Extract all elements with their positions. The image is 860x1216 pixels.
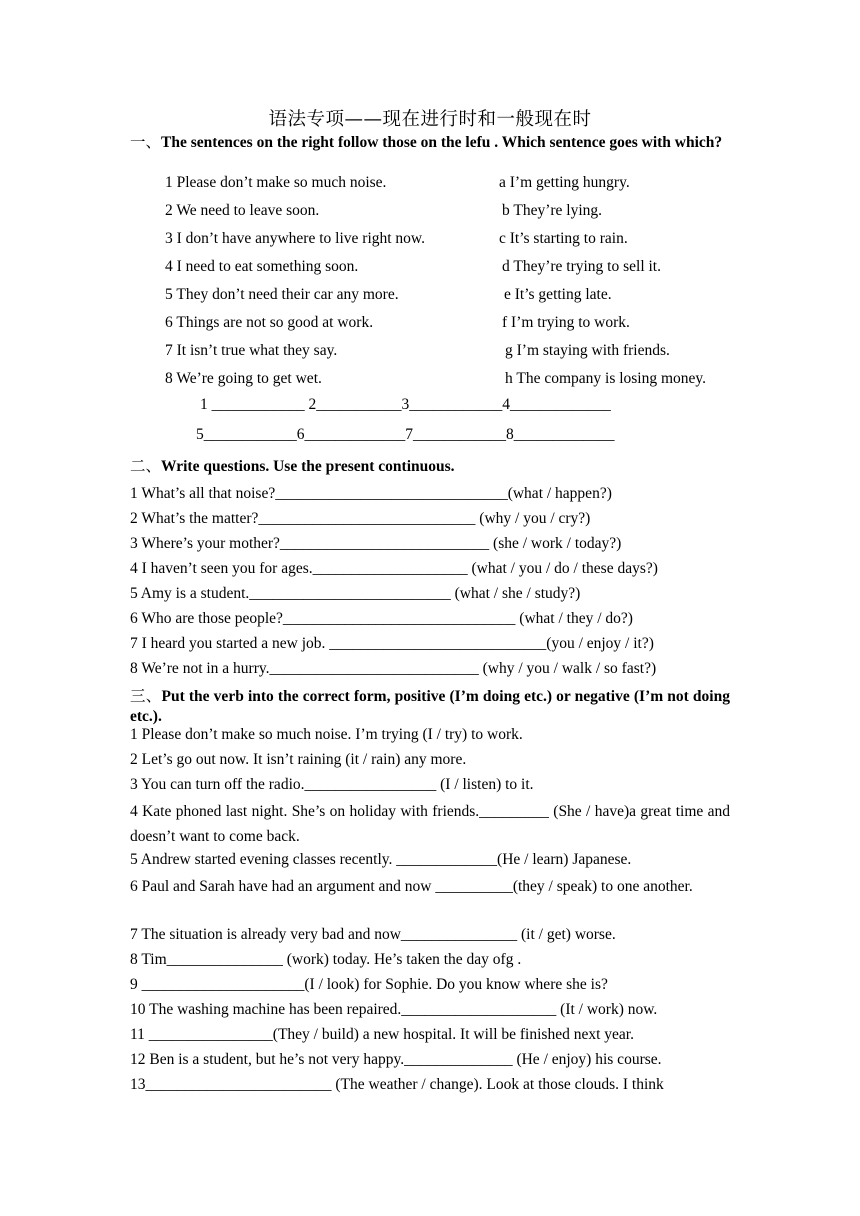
exercise-item-5[interactable]: 5 Andrew started evening classes recently. _____________(He / learn) Japanese.	[130, 851, 632, 868]
match-right-item-b: b They’re lying.	[502, 202, 603, 219]
section-1-heading	[130, 132, 730, 153]
match-right-item-d: d They’re trying to sell it.	[502, 258, 661, 275]
exercise-item-6[interactable]: 6 Paul and Sarah have had an argument and now __________(they / speak) to one another.	[130, 878, 693, 895]
section-1-heading-text: The sentences on the right follow those on the lefu . Which sentence goes with which?	[161, 134, 723, 151]
match-left-item-5: 5 They don’t need their car any more.	[165, 286, 399, 303]
match-left-item-8: 8 We’re going to get wet.	[165, 370, 322, 387]
match-left-item-6: 6 Things are not so good at work.	[165, 314, 374, 331]
section-3-heading-text: Put the verb into the correct form, positive (I’m doing etc.) or negative (I’m not doing etc.).	[130, 688, 730, 725]
exercise-item-4[interactable]: 4 Kate phoned last night. She’s on holiday with friends._________ (She / have)a great time and doesn’t want to come back.	[130, 803, 730, 845]
section-3-heading	[130, 686, 730, 727]
match-left-item-3: 3 I don’t have anywhere to live right now.	[165, 230, 425, 247]
exercise-item-7[interactable]: 7 The situation is already very bad and now_______________ (it / get) worse.	[130, 926, 616, 943]
exercise-item-1: 1 Please don’t make so much noise. I’m trying (I / try) to work.	[130, 726, 523, 743]
page-title: 语法专项——现在进行时和一般现在时	[268, 109, 592, 130]
match-left-item-2: 2 We need to leave soon.	[165, 202, 320, 219]
match-left-item-4: 4 I need to eat something soon.	[165, 258, 359, 275]
match-left-item-1: 1 Please don’t make so much noise.	[165, 174, 387, 191]
question-item-7[interactable]: 7 I heard you started a new job. ____________________________(you / enjoy / it?)	[130, 635, 654, 652]
match-left-item-7: 7 It isn’t true what they say.	[165, 342, 338, 359]
question-item-1[interactable]: 1 What’s all that noise?______________________________(what / happen?)	[130, 485, 612, 502]
section-2-heading-text: Write questions. Use the present continuous.	[161, 458, 455, 475]
match-right-item-f: f I’m trying to work.	[502, 314, 630, 331]
question-item-6[interactable]: 6 Who are those people?______________________________ (what / they / do?)	[130, 610, 633, 627]
section-3-number: 三、	[130, 687, 162, 705]
answer-blanks-row-2[interactable]: 5____________6_____________7____________8_____________	[196, 426, 615, 443]
exercise-item-9[interactable]: 9 _____________________(I / look) for Sophie. Do you know where she is?	[130, 976, 608, 993]
question-item-2[interactable]: 2 What’s the matter?____________________________ (why / you / cry?)	[130, 510, 591, 527]
question-item-8[interactable]: 8 We’re not in a hurry.___________________________ (why / you / walk / so fast?)	[130, 660, 657, 677]
section-2-number: 二、	[130, 457, 162, 475]
section-1-number: 一、	[130, 133, 162, 151]
question-item-5[interactable]: 5 Amy is a student.__________________________ (what / she / study?)	[130, 585, 581, 602]
exercise-item-11[interactable]: 11 ________________(They / build) a new hospital. It will be finished next year.	[130, 1026, 634, 1043]
match-right-item-g: g I’m staying with friends.	[505, 342, 670, 359]
match-right-item-c: c It’s starting to rain.	[499, 230, 628, 247]
answer-blanks-row-1[interactable]: 1 ____________ 2___________3____________4_____________	[200, 396, 611, 413]
exercise-item-8[interactable]: 8 Tim_______________ (work) today. He’s taken the day ofg .	[130, 951, 522, 968]
match-right-item-h: h The company is losing money.	[505, 370, 707, 387]
exercise-item-3[interactable]: 3 You can turn off the radio._________________ (I / listen) to it.	[130, 776, 534, 793]
exercise-item-12[interactable]: 12 Ben is a student, but he’s not very happy.______________ (He / enjoy) his course.	[130, 1051, 662, 1068]
exercise-item-2: 2 Let’s go out now. It isn’t raining (it / rain) any more.	[130, 751, 467, 768]
exercise-item-10[interactable]: 10 The washing machine has been repaired.____________________ (It / work) now.	[130, 1001, 658, 1018]
question-item-3[interactable]: 3 Where’s your mother?___________________________ (she / work / today?)	[130, 535, 622, 552]
match-right-item-a: a I’m getting hungry.	[499, 174, 630, 191]
section-2-heading	[130, 456, 730, 477]
question-item-4[interactable]: 4 I haven’t seen you for ages.____________________ (what / you / do / these days?)	[130, 560, 658, 577]
exercise-item-13[interactable]: 13________________________ (The weather / change). Look at those clouds. I think	[130, 1076, 664, 1093]
match-right-item-e: e It’s getting late.	[504, 286, 612, 303]
